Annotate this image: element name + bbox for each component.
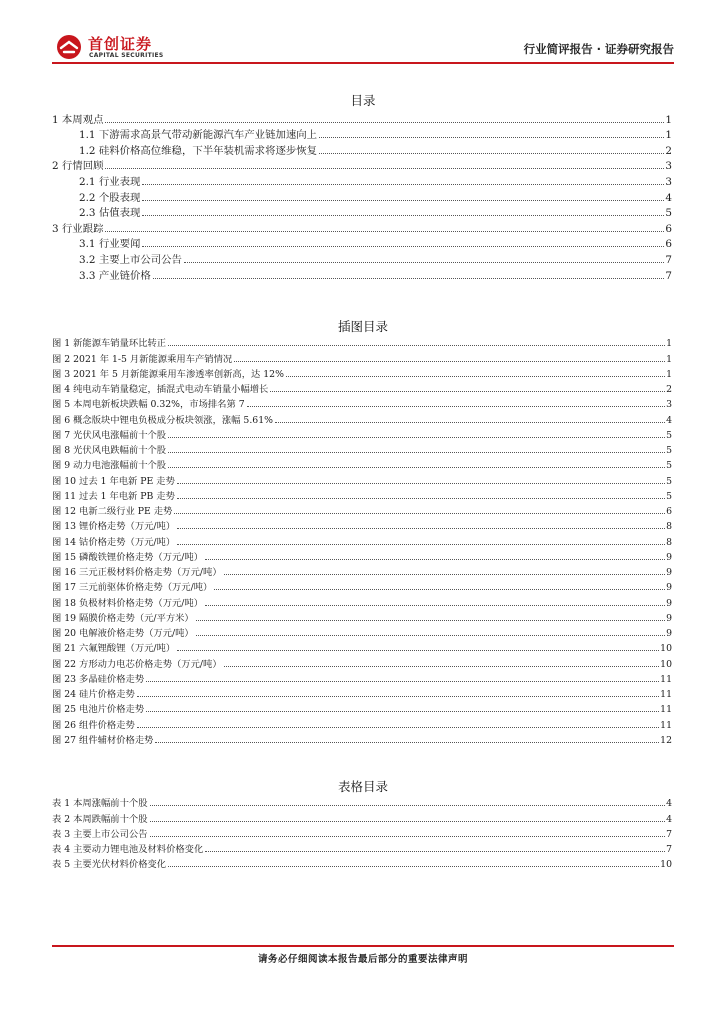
figure-entry[interactable] xyxy=(52,517,672,532)
logo-text-en: CAPITAL SECURITIES xyxy=(89,52,164,59)
figure-entry-page-number[interactable]: 5 xyxy=(666,490,672,502)
dot-leader xyxy=(150,805,666,806)
figure-entry-title[interactable]: 图 17 三元前驱体价格走势（万元/吨） xyxy=(52,582,213,594)
toc-entry-page-number[interactable]: 3 xyxy=(665,160,672,173)
figure-entry-title[interactable]: 图 27 组件辅材价格走势 xyxy=(52,734,154,746)
toc-entry[interactable] xyxy=(52,266,672,282)
figure-entry-title[interactable]: 图 23 多晶硅价格走势 xyxy=(52,673,145,685)
figure-entry[interactable] xyxy=(52,670,672,685)
table-entry-title[interactable]: 表 5 主要光伏材料价格变化 xyxy=(52,859,167,871)
dot-leader xyxy=(196,635,665,636)
figure-entry[interactable] xyxy=(52,380,672,395)
figure-entry-title[interactable]: 图 14 钴价格走势（万元/吨） xyxy=(52,536,176,548)
toc-entry-page-number[interactable]: 7 xyxy=(665,253,672,266)
figures-list xyxy=(52,334,672,746)
figure-entry[interactable] xyxy=(52,700,672,715)
figure-entry-page-number[interactable]: 10 xyxy=(660,643,672,655)
toc-entry-title[interactable]: 3.2 主要上市公司公告 xyxy=(79,253,182,266)
figure-entry-title[interactable]: 图 8 光伏风电跌幅前十个股 xyxy=(52,445,167,456)
toc-entry[interactable] xyxy=(52,126,672,142)
dot-leader xyxy=(105,168,664,169)
figure-entry[interactable] xyxy=(52,349,672,364)
table-entry[interactable] xyxy=(52,825,672,840)
dot-leader xyxy=(205,559,665,560)
toc-entry-page-number[interactable]: 6 xyxy=(665,238,672,251)
dot-leader xyxy=(168,467,665,468)
figure-entry-page-number[interactable]: 1 xyxy=(666,368,672,380)
dot-leader xyxy=(177,483,665,484)
figure-entry[interactable] xyxy=(52,578,672,593)
toc-entry-page-number[interactable]: 7 xyxy=(665,269,672,282)
toc-entry-page-number[interactable]: 1 xyxy=(665,129,672,142)
table-of-contents xyxy=(52,110,672,282)
dot-leader xyxy=(137,727,659,728)
table-entry[interactable] xyxy=(52,809,672,824)
figure-entry-page-number[interactable]: 9 xyxy=(666,612,672,624)
dot-leader xyxy=(146,681,659,682)
figure-entry[interactable] xyxy=(52,334,672,349)
toc-entry-title[interactable]: 2.2 个股表现 xyxy=(79,191,141,204)
dot-leader xyxy=(168,437,665,438)
dot-leader xyxy=(142,184,664,185)
figure-entry-title[interactable]: 图 2 2021 年 1-5 月新能源乘用车产销情况 xyxy=(52,353,233,365)
toc-entry-page-number[interactable]: 1 xyxy=(665,113,672,126)
dot-leader xyxy=(146,711,659,712)
figure-entry[interactable] xyxy=(52,365,672,380)
figure-entry[interactable] xyxy=(52,609,672,624)
table-entry-title[interactable]: 表 3 主要上市公司公告 xyxy=(52,828,148,840)
toc-entry[interactable] xyxy=(52,219,672,235)
figure-entry-title[interactable]: 图 15 磷酸铁锂价格走势（万元/吨） xyxy=(52,551,204,563)
dot-leader xyxy=(177,650,659,651)
toc-entry-page-number[interactable]: 2 xyxy=(665,144,672,157)
figure-entry-title[interactable]: 图 9 动力电池涨幅前十个股 xyxy=(52,460,167,472)
figure-entry-page-number[interactable]: 5 xyxy=(666,460,672,472)
figure-entry-page-number[interactable]: 12 xyxy=(660,734,672,746)
dot-leader xyxy=(224,574,665,575)
figure-entry-title[interactable]: 图 12 电新二级行业 PE 走势 xyxy=(52,506,173,517)
report-type-label: 行业简评报告 · 证券研究报告 xyxy=(523,42,674,56)
toc-entry-title[interactable]: 2.1 行业表现 xyxy=(79,175,141,188)
figure-entry-page-number[interactable]: 9 xyxy=(666,628,672,639)
figure-entry-title[interactable]: 图 11 过去 1 年电新 PB 走势 xyxy=(52,490,175,502)
dot-leader xyxy=(168,345,665,346)
toc-entry-page-number[interactable]: 5 xyxy=(665,207,672,220)
table-entry-page-number[interactable]: 4 xyxy=(666,798,672,810)
figure-entry-title[interactable]: 图 22 方形动力电芯价格走势（万元/吨） xyxy=(52,658,222,670)
toc-entry[interactable] xyxy=(52,250,672,266)
table-entry-title[interactable]: 表 2 本周跌幅前十个股 xyxy=(52,813,148,825)
figure-entry-title[interactable]: 图 1 新能源车销量环比转正 xyxy=(52,338,167,350)
dot-leader xyxy=(177,544,665,545)
toc-entry[interactable] xyxy=(52,204,672,220)
figure-entry[interactable] xyxy=(52,410,672,425)
figure-entry-page-number[interactable]: 1 xyxy=(666,338,672,350)
tables-list xyxy=(52,794,672,870)
table-entry[interactable] xyxy=(52,855,672,870)
figure-entry[interactable] xyxy=(52,685,672,700)
tables-toc-title: 表格目录 xyxy=(337,779,388,794)
toc-entry-title[interactable]: 3.3 产业链价格 xyxy=(79,269,151,282)
figure-entry-page-number[interactable]: 9 xyxy=(666,567,672,578)
dot-leader xyxy=(205,851,665,852)
dot-leader xyxy=(168,866,659,867)
dot-leader xyxy=(234,361,665,362)
figure-entry-title[interactable]: 图 24 硅片价格走势 xyxy=(52,689,135,700)
toc-entry[interactable] xyxy=(52,110,672,126)
figure-entry[interactable] xyxy=(52,654,672,669)
table-entry[interactable] xyxy=(52,794,672,809)
figure-entry[interactable] xyxy=(52,502,672,517)
figure-entry[interactable] xyxy=(52,426,672,441)
figure-entry[interactable] xyxy=(52,731,672,746)
toc-entry-page-number[interactable]: 3 xyxy=(665,175,672,188)
toc-entry-title[interactable]: 3.1 行业要闻 xyxy=(79,238,141,251)
toc-title: 目录 xyxy=(350,93,376,108)
dot-leader xyxy=(174,513,665,514)
dot-leader xyxy=(224,666,660,667)
figure-entry-page-number[interactable]: 9 xyxy=(666,551,672,563)
page-header xyxy=(52,32,674,62)
table-entry-page-number[interactable]: 7 xyxy=(666,844,672,856)
dot-leader xyxy=(153,278,665,279)
figure-entry-page-number[interactable]: 11 xyxy=(660,689,672,700)
figure-entry-page-number[interactable]: 9 xyxy=(666,582,672,594)
toc-entry-title[interactable]: 1.1 下游需求高景气带动新能源汽车产业链加速向上 xyxy=(79,129,318,142)
figure-entry-title[interactable]: 图 6 概念版块中锂电负极成分板块领涨，涨幅 5.61% xyxy=(52,414,273,426)
table-entry-page-number[interactable]: 7 xyxy=(666,828,672,840)
figures-toc-title: 插图目录 xyxy=(337,319,388,334)
figure-entry-title[interactable]: 图 10 过去 1 年电新 PE 走势 xyxy=(52,475,175,487)
figure-entry-page-number[interactable]: 10 xyxy=(660,658,672,670)
figure-entry-page-number[interactable]: 11 xyxy=(660,704,672,716)
toc-entry-title[interactable]: 1 本周观点 xyxy=(52,113,104,126)
dot-leader xyxy=(137,696,659,697)
figure-entry-page-number[interactable]: 6 xyxy=(666,506,672,517)
footer-divider xyxy=(52,945,674,947)
dot-leader xyxy=(270,391,665,392)
figure-entry[interactable] xyxy=(52,441,672,456)
capital-securities-logo-icon xyxy=(56,34,82,60)
figure-entry-title[interactable]: 图 20 电解液价格走势（万元/吨） xyxy=(52,628,194,639)
dot-leader xyxy=(155,742,659,743)
toc-entry-title[interactable]: 2 行情回顾 xyxy=(52,160,104,173)
toc-entry[interactable] xyxy=(52,235,672,251)
figure-entry-page-number[interactable]: 11 xyxy=(660,719,672,731)
figure-entry-page-number[interactable]: 8 xyxy=(666,521,672,533)
dot-leader xyxy=(105,231,664,232)
figure-entry-page-number[interactable]: 4 xyxy=(666,414,672,426)
figure-entry[interactable] xyxy=(52,395,672,410)
figure-entry-title[interactable]: 图 5 本周电新板块跌幅 0.32%，市场排名第 7 xyxy=(52,399,245,411)
figure-entry-title[interactable]: 图 13 锂价格走势（万元/吨） xyxy=(52,521,176,533)
dot-leader xyxy=(214,589,665,590)
figure-entry[interactable] xyxy=(52,456,672,471)
figure-entry[interactable] xyxy=(52,639,672,654)
figure-entry-title[interactable]: 图 7 光伏风电涨幅前十个股 xyxy=(52,429,167,441)
figure-entry-title[interactable]: 图 3 2021 年 5 月新能源乘用车渗透率创新高，达 12% xyxy=(52,368,284,380)
figure-entry-page-number[interactable]: 8 xyxy=(666,536,672,548)
table-entry-title[interactable]: 表 1 本周涨幅前十个股 xyxy=(52,798,148,810)
dot-leader xyxy=(142,215,664,216)
dot-leader xyxy=(177,528,665,529)
dot-leader xyxy=(184,262,664,263)
table-entry-title[interactable]: 表 4 主要动力锂电池及材料价格变化 xyxy=(52,844,204,856)
toc-entry[interactable] xyxy=(52,172,672,188)
figure-entry[interactable] xyxy=(52,715,672,730)
dot-leader xyxy=(105,122,664,123)
figure-entry[interactable] xyxy=(52,593,672,608)
figure-entry-title[interactable]: 图 18 负极材料价格走势（万元/吨） xyxy=(52,597,204,609)
legal-disclaimer: 请务必仔细阅读本报告最后部分的重要法律声明 xyxy=(257,954,468,965)
dot-leader xyxy=(247,406,665,407)
table-entry-page-number[interactable]: 4 xyxy=(666,813,672,825)
figure-entry-page-number[interactable]: 1 xyxy=(666,353,672,365)
dot-leader xyxy=(142,200,664,201)
figure-entry[interactable] xyxy=(52,471,672,486)
figure-entry-page-number[interactable]: 5 xyxy=(666,429,672,441)
header-divider xyxy=(52,62,674,64)
figure-entry[interactable] xyxy=(52,624,672,639)
table-entry[interactable] xyxy=(52,840,672,855)
figure-entry-page-number[interactable]: 5 xyxy=(666,475,672,487)
figure-entry[interactable] xyxy=(52,548,672,563)
figure-entry[interactable] xyxy=(52,532,672,547)
figure-entry-title[interactable]: 图 4 纯电动车销量稳定，插混式电动车销量小幅增长 xyxy=(52,384,269,395)
figure-entry[interactable] xyxy=(52,487,672,502)
dot-leader xyxy=(275,422,665,423)
dot-leader xyxy=(150,836,666,837)
figure-entry-page-number[interactable]: 5 xyxy=(666,445,672,456)
figure-entry-title[interactable]: 图 19 隔膜价格走势（元/平方米） xyxy=(52,612,194,624)
dot-leader xyxy=(286,376,665,377)
figure-entry-page-number[interactable]: 9 xyxy=(666,597,672,609)
figure-entry-page-number[interactable]: 11 xyxy=(660,673,672,685)
toc-entry-title[interactable]: 1.2 硅料价格高位维稳，下半年装机需求将逐步恢复 xyxy=(79,144,318,157)
logo-text-cn: 首创证券 xyxy=(88,35,153,53)
table-entry-page-number[interactable]: 10 xyxy=(660,859,672,871)
dot-leader xyxy=(196,620,665,621)
dot-leader xyxy=(142,246,664,247)
figure-entry-title[interactable]: 图 16 三元正极材料价格走势（万元/吨） xyxy=(52,567,222,578)
dot-leader xyxy=(319,137,664,138)
dot-leader xyxy=(168,452,665,453)
figure-entry[interactable] xyxy=(52,563,672,578)
toc-entry-title[interactable]: 2.3 估值表现 xyxy=(79,207,141,220)
figure-entry-title[interactable]: 图 25 电池片价格走势 xyxy=(52,704,145,716)
toc-entry-page-number[interactable]: 6 xyxy=(665,222,672,235)
toc-entry[interactable] xyxy=(52,157,672,173)
toc-entry-title[interactable]: 3 行业跟踪 xyxy=(52,222,104,235)
dot-leader xyxy=(150,821,666,822)
figure-entry-title[interactable]: 图 26 组件价格走势 xyxy=(52,719,135,731)
toc-entry[interactable] xyxy=(52,141,672,157)
toc-entry-page-number[interactable]: 4 xyxy=(665,191,672,204)
dot-leader xyxy=(205,605,665,606)
figure-entry-title[interactable]: 图 21 六氟锂酸锂（万元/吨） xyxy=(52,643,176,655)
figure-entry-page-number[interactable]: 3 xyxy=(666,399,672,411)
dot-leader xyxy=(319,153,664,154)
dot-leader xyxy=(177,498,665,499)
figure-entry-page-number[interactable]: 2 xyxy=(666,384,672,395)
toc-entry[interactable] xyxy=(52,188,672,204)
